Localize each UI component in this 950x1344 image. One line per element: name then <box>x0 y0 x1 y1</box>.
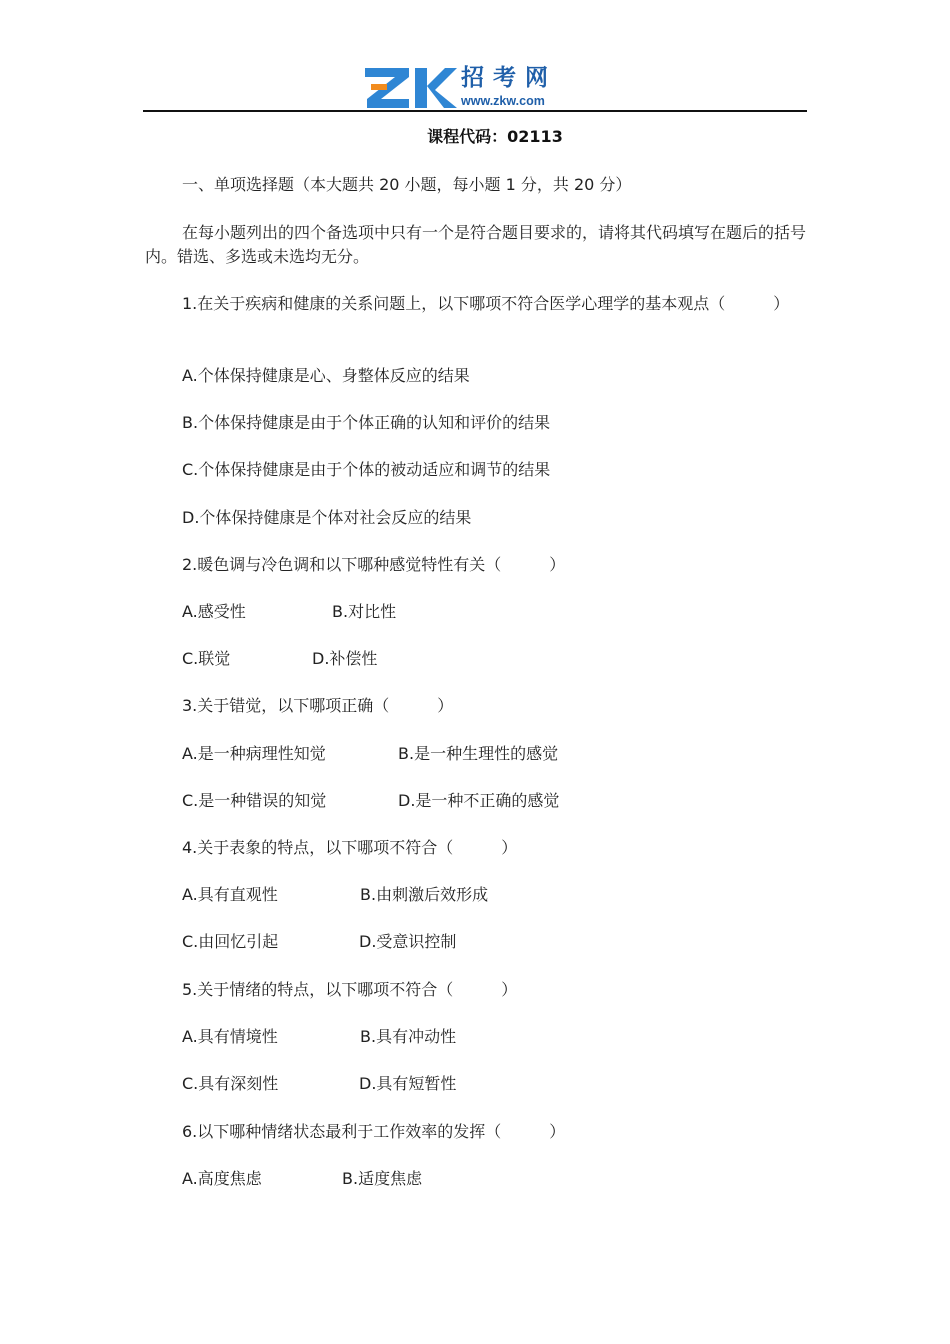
option-a-text: A.高度焦虑 <box>182 1169 262 1188</box>
option-b-text: B.是一种生理性的感觉 <box>398 744 559 763</box>
header-divider <box>143 110 807 112</box>
option-d-text: D.具有短暂性 <box>359 1074 457 1093</box>
option-b-text: B.具有冲动性 <box>360 1027 457 1046</box>
option-text: A.个体保持健康是心、身整体反应的结果 <box>182 366 470 385</box>
option-b-text: B.适度焦虑 <box>342 1169 423 1188</box>
section-heading: 一、单项选择题（本大题共 20 小题，每小题 1 分，共 20 分） <box>182 175 632 194</box>
option-a-text: A.具有情境性 <box>182 1027 278 1046</box>
option-d-text: D.是一种不正确的感觉 <box>398 791 560 810</box>
option-text: D.个体保持健康是个体对社会反应的结果 <box>182 508 472 527</box>
option-c-text: C.具有深刻性 <box>182 1074 279 1093</box>
option-d-text: D.补偿性 <box>312 649 378 668</box>
section-instruction: 在每小题列出的四个备选项中只有一个是符合题目要求的，请将其代码填写在题后的括号内。错选、多选或未选均无分。 <box>145 223 807 266</box>
option-c-text: C.是一种错误的知觉 <box>182 791 327 810</box>
option-b-text: B.由刺激后效形成 <box>360 885 489 904</box>
option-c-text: C.联觉 <box>182 649 231 668</box>
option-a-text: A.具有直观性 <box>182 885 278 904</box>
option-text: B.个体保持健康是由于个体正确的认知和评价的结果 <box>182 413 551 432</box>
logo-url-text: www.zkw.com <box>461 94 545 108</box>
document-header <box>0 0 950 112</box>
question-6-stem: 6.以下哪种情绪状态最利于工作效率的发挥（ ） <box>182 1122 566 1141</box>
question-3-stem: 3.关于错觉，以下哪项正确（ ） <box>182 696 454 715</box>
option-b-text: B.对比性 <box>332 602 397 621</box>
question-2-stem: 2.暖色调与冷色调和以下哪种感觉特性有关（ ） <box>182 555 566 574</box>
site-logo[interactable] <box>365 64 595 112</box>
question-4-stem: 4.关于表象的特点，以下哪项不符合（ ） <box>182 838 518 857</box>
logo-chinese-name: 招考网 <box>461 65 557 91</box>
option-text: C.个体保持健康是由于个体的被动适应和调节的结果 <box>182 460 551 479</box>
option-a-text: A.感受性 <box>182 602 246 621</box>
option-d-text: D.受意识控制 <box>359 932 457 951</box>
question-5-stem: 5.关于情绪的特点，以下哪项不符合（ ） <box>182 980 518 999</box>
option-a-text: A.是一种病理性知觉 <box>182 744 326 763</box>
option-c-text: C.由回忆引起 <box>182 932 279 951</box>
course-code-title: 课程代码：02113 <box>427 127 563 146</box>
question-1-stem: 1.在关于疾病和健康的关系问题上，以下哪项不符合医学心理学的基本观点（ ） <box>182 294 790 313</box>
zk-logo-mark <box>365 64 457 108</box>
